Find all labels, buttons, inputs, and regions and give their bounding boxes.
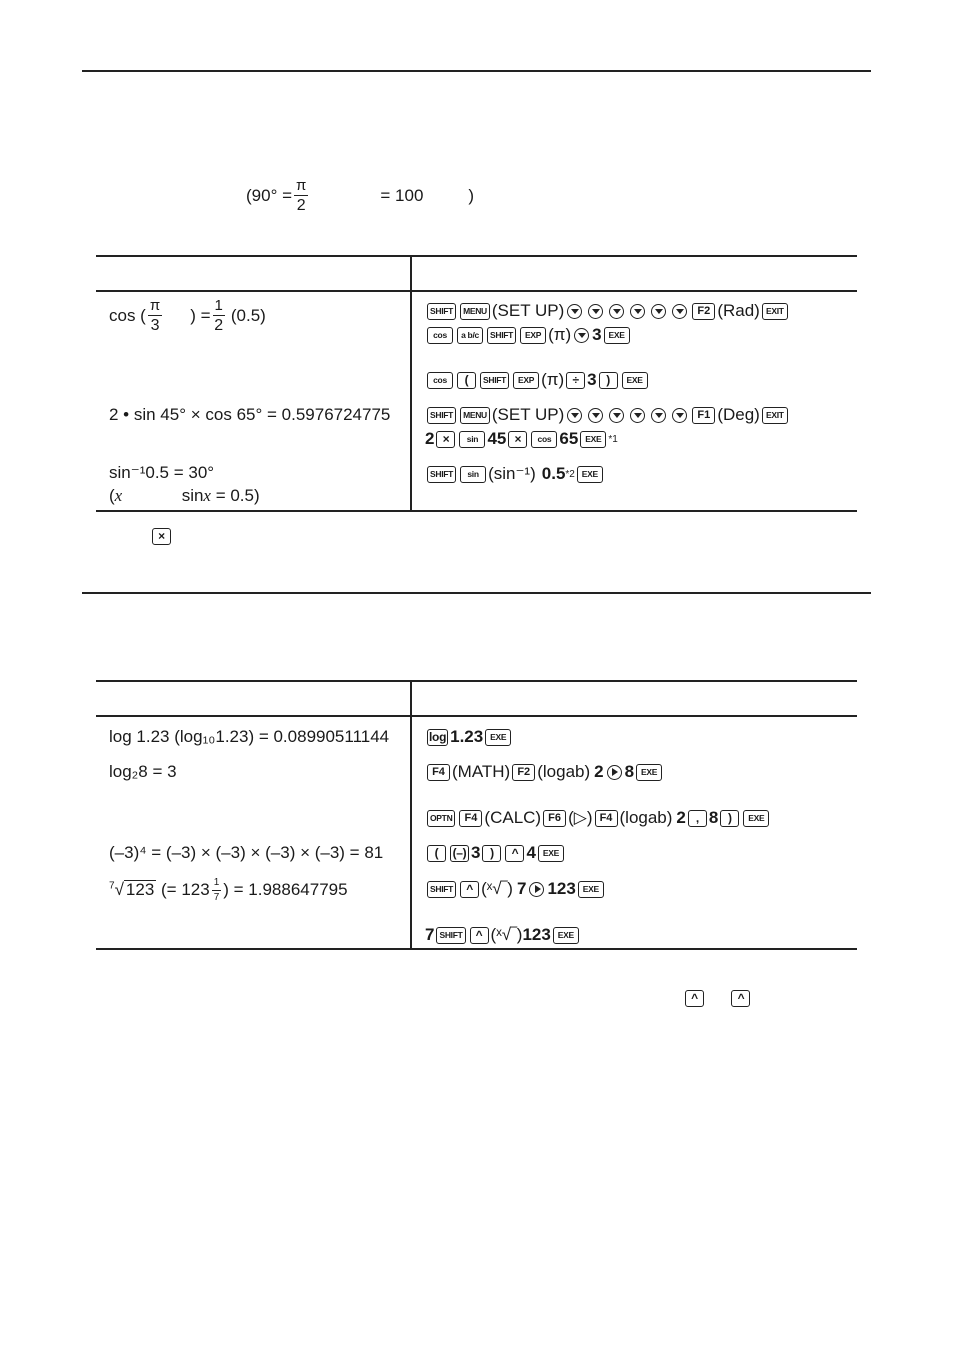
shift-key[interactable]: SHIFT (427, 881, 456, 898)
section-rule (82, 592, 871, 594)
t2-row4-keys-line2: 7 SHIFT ^ (ˣ√‾) 123 EXE (425, 925, 581, 945)
shift-key[interactable]: SHIFT (427, 303, 456, 320)
close-paren-key[interactable]: ) (482, 845, 501, 862)
exe-key[interactable]: EXE (636, 764, 662, 781)
t2-row2-keys-line2: OPTN F4 (CALC) F6 (▷) F4 (logab) 2 , 8 ) EXE (425, 808, 771, 828)
shift-key[interactable]: SHIFT (427, 407, 456, 424)
t2-row4-expression: $^7$√ 123 (= 123 $\frac{1}{7}$ ) = 1.988647795 (109, 877, 348, 903)
trailing-power-keys (683, 988, 752, 1008)
menu-key[interactable]: MENU (460, 407, 490, 424)
top-rule (82, 70, 871, 72)
divide-key[interactable]: ÷ (566, 372, 585, 389)
cursor-down-icon[interactable] (588, 408, 603, 423)
t2-row1-expression: log 1.23 (log₁₀1.23) = 0.08990511144 (109, 727, 390, 746)
t2-row1-keys: log 1.23 EXE (425, 727, 513, 747)
table2-header-rule (96, 715, 857, 717)
exit-key[interactable]: EXIT (762, 407, 788, 424)
cursor-down-icon[interactable] (609, 304, 624, 319)
cos-key[interactable]: cos (427, 327, 453, 344)
cos-key[interactable]: cos (427, 372, 453, 389)
pi-over-3-fraction: $\frac{\pi}{3}$ (149, 297, 161, 334)
negative-key[interactable]: (–) (450, 845, 469, 862)
angle-note-close: ) (468, 186, 475, 205)
t1-row2-keys-line2: 2 × sin 45 × cos 65 EXE *1 (425, 429, 618, 448)
sin-key[interactable]: sin (459, 431, 485, 448)
f4-key[interactable]: F4 (427, 764, 450, 781)
exe-key[interactable]: EXE (577, 466, 603, 483)
t1-row3-condition: (x sinx = 0.5) (109, 486, 260, 505)
cursor-down-icon[interactable] (588, 304, 603, 319)
close-paren-key[interactable]: ) (599, 372, 618, 389)
exit-key[interactable]: EXIT (762, 303, 788, 320)
table2-bottom-rule (96, 948, 857, 950)
cursor-down-icon[interactable] (574, 328, 589, 343)
table1-top-rule (96, 255, 857, 257)
cursor-down-icon[interactable] (567, 408, 582, 423)
f1-key[interactable]: F1 (692, 407, 715, 424)
exe-key[interactable]: EXE (580, 431, 606, 448)
f2-key[interactable]: F2 (692, 303, 715, 320)
open-paren-key[interactable]: ( (427, 845, 446, 862)
f4-key[interactable]: F4 (459, 810, 482, 827)
cursor-down-icon[interactable] (651, 304, 666, 319)
t2-row3-expression: (–3)⁴ = (–3) × (–3) × (–3) × (–3) = 81 (109, 843, 384, 862)
exe-key[interactable]: EXE (485, 729, 511, 746)
sin-key[interactable]: sin (460, 466, 486, 483)
open-paren-key[interactable]: ( (457, 372, 476, 389)
power-key: ^ (685, 990, 704, 1007)
angle-note-prefix: (90° = (246, 186, 293, 205)
power-key[interactable]: ^ (460, 881, 479, 898)
shift-key[interactable]: SHIFT (427, 466, 456, 483)
shift-key[interactable]: SHIFT (487, 327, 516, 344)
cursor-right-icon[interactable] (529, 882, 544, 897)
exe-key[interactable]: EXE (553, 927, 579, 944)
cursor-down-icon[interactable] (651, 408, 666, 423)
exe-key[interactable]: EXE (622, 372, 648, 389)
t2-row2-expression: log₂8 = 3 (109, 762, 177, 781)
f6-key[interactable]: F6 (543, 810, 566, 827)
fraction-key[interactable]: a b/c (457, 327, 483, 344)
menu-key[interactable]: MENU (460, 303, 490, 320)
t1-row1-keys-line3: cos ( SHIFT EXP (π) ÷ 3 ) EXE (425, 370, 650, 390)
log-key[interactable]: log (429, 729, 447, 744)
exp-key[interactable]: EXP (513, 372, 539, 389)
cursor-down-icon[interactable] (567, 304, 582, 319)
half-fraction: $\frac{1}{2}$ (214, 297, 224, 334)
footnote-marker: *1 (608, 433, 618, 445)
table1-divider (410, 255, 412, 511)
table1-footnote (150, 526, 173, 546)
multiply-key[interactable]: × (508, 431, 527, 448)
exe-key[interactable]: EXE (743, 810, 769, 827)
t1-row3-keys: SHIFT sin (sin⁻¹) 0.5 *2 EXE (425, 464, 605, 484)
cursor-down-icon[interactable] (672, 304, 687, 319)
t1-row1-keys-line1: SHIFT MENU (SET UP) F2 (Rad) EXIT (425, 301, 790, 321)
t1-row1-expression: cos ( $\frac{\pi}{3}$ ) = $\frac{1}{2}$ (0.5) (109, 297, 266, 334)
shift-key[interactable]: SHIFT (436, 927, 465, 944)
t1-row1-keys-line2: cos a b/c SHIFT EXP (π) 3 EXE (425, 325, 632, 345)
t1-row2-expression: 2 • sin 45° × cos 65° = 0.5976724775 (109, 405, 391, 424)
f2-key[interactable]: F2 (512, 764, 535, 781)
exe-key[interactable]: EXE (538, 845, 564, 862)
table2-top-rule (96, 680, 857, 682)
t1-row3-expression: sin⁻¹0.5 = 30° (109, 463, 215, 482)
exe-key[interactable]: EXE (604, 327, 630, 344)
table1-header-rule (96, 290, 857, 292)
t2-row2-keys-line1: F4 (MATH) F2 (logab) 2 8 EXE (425, 762, 664, 782)
f4-key[interactable]: F4 (595, 810, 618, 827)
cursor-down-icon[interactable] (609, 408, 624, 423)
shift-key[interactable]: SHIFT (480, 372, 509, 389)
cursor-down-icon[interactable] (672, 408, 687, 423)
t2-row3-keys: ( (–) 3 ) ^ 4 EXE (425, 843, 566, 863)
exe-key[interactable]: EXE (578, 881, 604, 898)
cursor-down-icon[interactable] (630, 304, 645, 319)
optn-key[interactable]: OPTN (427, 810, 455, 827)
exp-key[interactable]: EXP (520, 327, 546, 344)
multiply-key: × (152, 528, 171, 545)
table2-divider (410, 680, 412, 949)
angle-note-mid: = 100 (380, 186, 424, 205)
power-key: ^ (731, 990, 750, 1007)
t1-row2-keys-line1: SHIFT MENU (SET UP) F1 (Deg) EXIT (425, 405, 790, 425)
table1-bottom-rule (96, 510, 857, 512)
power-key[interactable]: ^ (470, 927, 489, 944)
cos-key[interactable]: cos (531, 431, 557, 448)
power-key[interactable]: ^ (505, 845, 524, 862)
comma-key[interactable]: , (688, 810, 707, 827)
angle-note-fraction: $\frac{\pi}{2}$ (296, 177, 307, 214)
angle-note (246, 178, 474, 214)
cursor-down-icon[interactable] (630, 408, 645, 423)
cursor-right-icon[interactable] (607, 765, 622, 780)
close-paren-key[interactable]: ) (720, 810, 739, 827)
multiply-key[interactable]: × (436, 431, 455, 448)
t2-row4-keys-line1: SHIFT ^ (ˣ√‾) 7 123 EXE (425, 879, 606, 899)
